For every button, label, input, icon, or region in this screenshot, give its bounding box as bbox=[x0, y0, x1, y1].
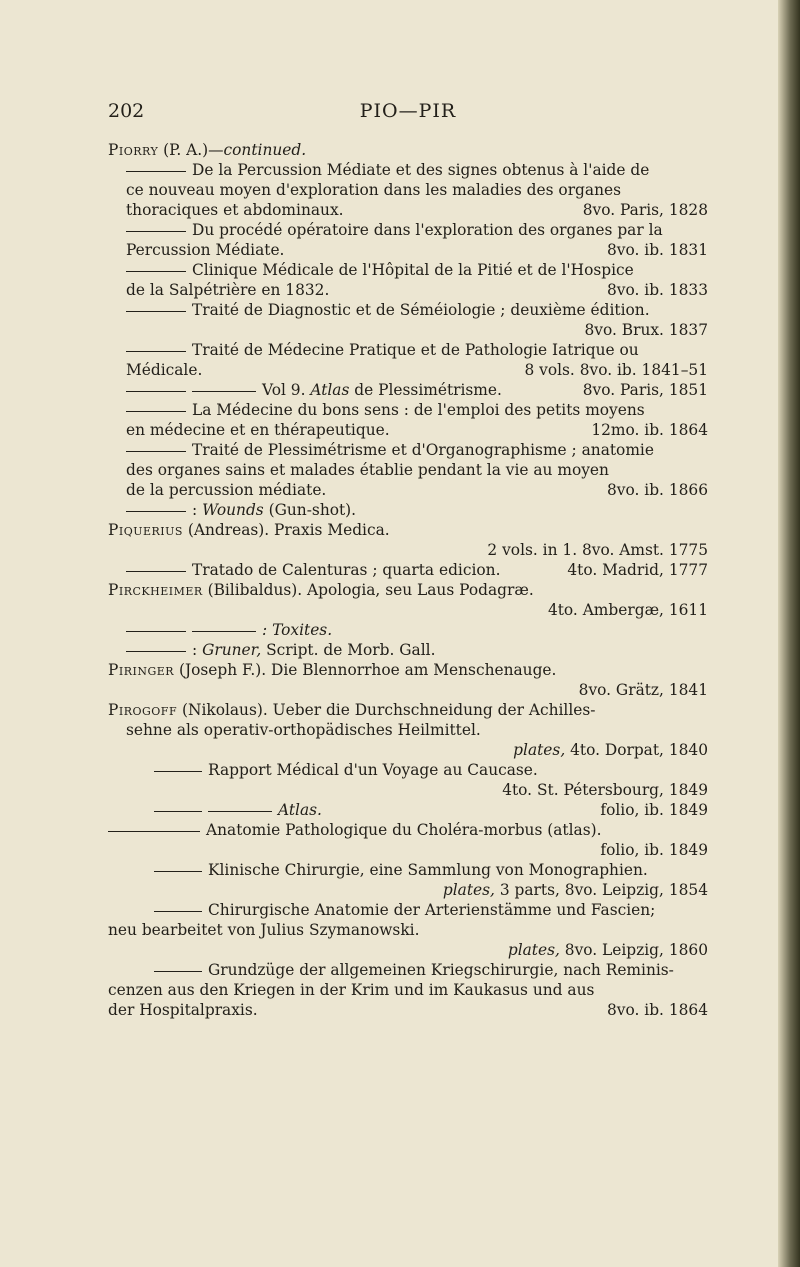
ditto-dash bbox=[126, 311, 186, 312]
imprint bbox=[108, 880, 708, 900]
imprint: 8vo. ib. 1864 bbox=[607, 1001, 708, 1019]
work-title: Chirurgische Anatomie der Arterienstämme und Fascien; bbox=[208, 901, 656, 919]
ditto-dash bbox=[154, 911, 202, 912]
cross-ref-detail: (Gun-shot). bbox=[263, 501, 357, 519]
work-title: Traité de Plessimétrisme et d'Organographisme ; anatomie bbox=[192, 441, 654, 459]
ditto-dash bbox=[126, 411, 186, 412]
ditto-dash bbox=[154, 811, 202, 812]
imprint-detail: 8vo. Leipzig, 1860 bbox=[559, 941, 708, 959]
continued-note: continued. bbox=[223, 141, 307, 159]
imprint bbox=[108, 940, 708, 960]
work-title-cont: de Plessimétrisme. bbox=[349, 381, 502, 399]
work-title: Traité de Diagnostic et de Séméiologie ; deuxième édition. bbox=[192, 301, 650, 319]
plates-note: plates, bbox=[513, 741, 566, 759]
ditto-dash bbox=[126, 231, 186, 232]
imprint: folio, ib. 1849 bbox=[600, 801, 708, 819]
work-title: Atlas bbox=[310, 381, 350, 399]
imprint: 4to. Ambergæ, 1611 bbox=[547, 601, 708, 619]
page-edge bbox=[778, 0, 800, 1267]
cross-ref-title: Gruner, bbox=[202, 641, 262, 659]
ditto-dash bbox=[126, 651, 186, 652]
imprint-detail: 4to. Dorpat, 1840 bbox=[565, 741, 708, 759]
work-title: Du procédé opératoire dans l'exploration des organes par la bbox=[192, 221, 663, 239]
cross-ref-title: : Toxites. bbox=[262, 621, 333, 639]
author-name: Piringer bbox=[108, 661, 175, 679]
imprint: 12mo. ib. 1864 bbox=[591, 421, 708, 439]
ditto-dash bbox=[108, 831, 200, 832]
work-title: Rapport Médical d'un Voyage au Caucase. bbox=[208, 761, 538, 779]
imprint: 8vo. Grätz, 1841 bbox=[578, 681, 708, 699]
imprint: 8vo. ib. 1866 bbox=[607, 481, 708, 499]
work-title-cont: ce nouveau moyen d'exploration dans les maladies des organes bbox=[126, 181, 621, 199]
page-header bbox=[108, 100, 708, 130]
cross-ref-title: Wounds bbox=[202, 501, 264, 519]
running-head: PIO—PIR bbox=[359, 100, 457, 122]
author-details: (Nikolaus). Ueber die Durchschneidung der Achilles- bbox=[177, 701, 596, 719]
work-title-end: Médicale. bbox=[126, 361, 203, 379]
entry-piquerius bbox=[108, 520, 708, 580]
entry-pirckheimer bbox=[108, 580, 708, 660]
imprint bbox=[108, 740, 708, 760]
work-title-end: en médecine et en thérapeutique. bbox=[126, 421, 390, 439]
ditto-dash bbox=[126, 511, 186, 512]
imprint: 8vo. ib. 1833 bbox=[607, 281, 708, 299]
author-details: (Joseph F.). Die Blennorrhoe am Menschenauge. bbox=[174, 661, 557, 679]
author-name: Pirogoff bbox=[108, 701, 178, 719]
work-title: Clinique Médicale de l'Hôpital de la Pitié et de l'Hospice bbox=[192, 261, 634, 279]
plates-note: plates, bbox=[442, 881, 495, 899]
ditto-dash bbox=[192, 631, 256, 632]
volume-label: Vol 9. bbox=[262, 381, 311, 399]
cross-ref-detail: Script. de Morb. Gall. bbox=[261, 641, 436, 659]
catalogue-entries bbox=[108, 140, 708, 1020]
imprint: 8vo. ib. 1831 bbox=[607, 241, 708, 259]
ditto-dash bbox=[126, 171, 186, 172]
work-title: De la Percussion Médiate et des signes obtenus à l'aide de bbox=[192, 161, 650, 179]
ditto-dash bbox=[192, 391, 256, 392]
work-title: Klinische Chirurgie, eine Sammlung von Monographien. bbox=[208, 861, 648, 879]
work-title-end: de la percussion médiate. bbox=[126, 481, 327, 499]
work-title-end: der Hospitalpraxis. bbox=[108, 1001, 258, 1019]
imprint: folio, ib. 1849 bbox=[600, 841, 708, 859]
entry-piringer bbox=[108, 660, 708, 700]
page-number: 202 bbox=[108, 100, 145, 122]
ditto-dash bbox=[154, 871, 202, 872]
work-title-cont: cenzen aus den Kriegen in der Krim und im Kaukasus und aus bbox=[108, 981, 595, 999]
ditto-dash bbox=[154, 971, 202, 972]
ditto-dash bbox=[126, 271, 186, 272]
author-details: (Bilibaldus). Apologia, seu Laus Podagræ. bbox=[202, 581, 534, 599]
imprint: 8 vols. 8vo. ib. 1841–51 bbox=[524, 361, 708, 379]
entry-pirogoff bbox=[108, 700, 708, 1020]
cross-ref-colon: : bbox=[192, 641, 203, 659]
work-title: Traité de Médecine Pratique et de Pathologie Iatrique ou bbox=[192, 341, 639, 359]
cross-ref-colon: : bbox=[192, 501, 203, 519]
work-title: Grundzüge der allgemeinen Kriegschirurgie, nach Reminis- bbox=[208, 961, 674, 979]
work-title: Tratado de Calenturas ; quarta edicion. bbox=[192, 561, 501, 579]
ditto-dash bbox=[126, 391, 186, 392]
ditto-dash bbox=[126, 631, 186, 632]
ditto-dash bbox=[154, 771, 202, 772]
author-details: (P. A.)— bbox=[158, 141, 224, 159]
work-title: La Médecine du bons sens : de l'emploi des petits moyens bbox=[192, 401, 645, 419]
ditto-dash bbox=[208, 811, 272, 812]
entry-piorry bbox=[108, 140, 708, 520]
imprint: 4to. St. Pétersbourg, 1849 bbox=[502, 781, 708, 799]
work-title: Atlas. bbox=[278, 801, 322, 819]
author-name: Piquerius bbox=[108, 521, 183, 539]
imprint: 8vo. Brux. 1837 bbox=[584, 321, 708, 339]
work-title-end: Percussion Médiate. bbox=[126, 241, 285, 259]
work-title-end: thoraciques et abdominaux. bbox=[126, 201, 344, 219]
imprint: 8vo. Paris, 1851 bbox=[582, 381, 708, 399]
work-title-end: de la Salpétrière en 1832. bbox=[126, 281, 330, 299]
work-title: Anatomie Pathologique du Choléra-morbus (atlas). bbox=[206, 821, 602, 839]
imprint: 4to. Madrid, 1777 bbox=[567, 561, 708, 579]
author-details: (Andreas). Praxis Medica. bbox=[182, 521, 390, 539]
ditto-dash bbox=[126, 351, 186, 352]
work-title-cont: des organes sains et malades établie pendant la vie au moyen bbox=[126, 461, 609, 479]
plates-note: plates, bbox=[507, 941, 560, 959]
work-title-cont: neu bearbeitet von Julius Szymanowski. bbox=[108, 921, 420, 939]
ditto-dash bbox=[126, 451, 186, 452]
imprint-detail: 3 parts, 8vo. Leipzig, 1854 bbox=[494, 881, 708, 899]
imprint: 2 vols. in 1. 8vo. Amst. 1775 bbox=[487, 541, 708, 559]
author-name: Pirckheimer bbox=[108, 581, 203, 599]
ditto-dash bbox=[126, 571, 186, 572]
imprint: 8vo. Paris, 1828 bbox=[582, 201, 708, 219]
work-title-cont: sehne als operativ-orthopädisches Heilmittel. bbox=[126, 721, 481, 739]
author-name: Piorry bbox=[108, 141, 159, 159]
